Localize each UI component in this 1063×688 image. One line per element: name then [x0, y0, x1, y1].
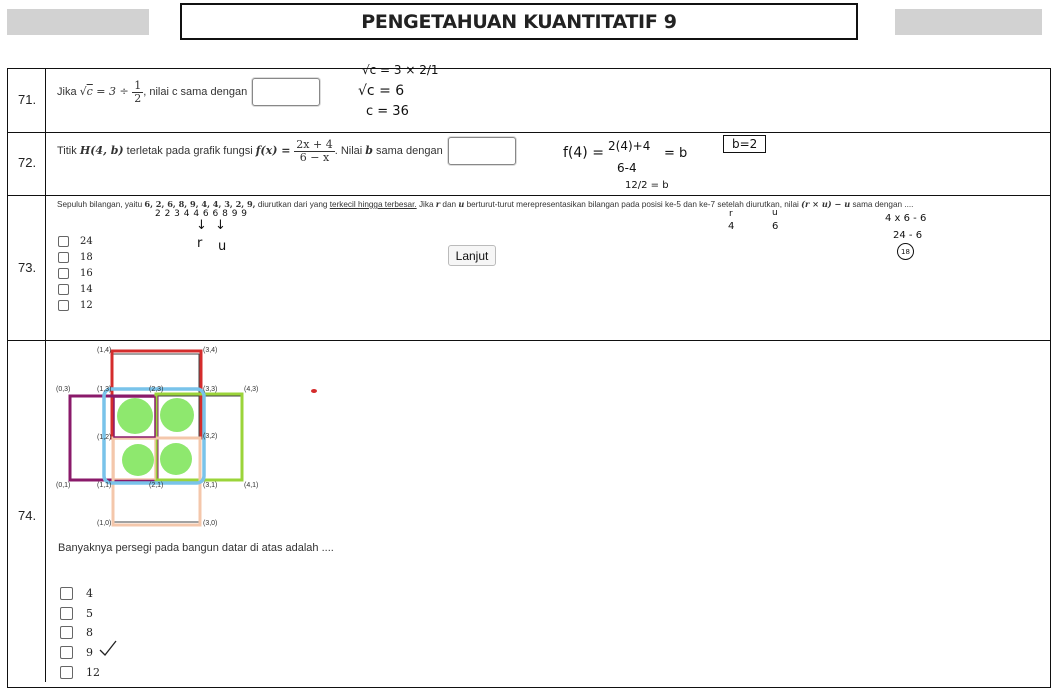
question-73-text: Sepuluh bilangan, yaitu 6, 2, 6, 8, 9, 4, 4, 3, 2, 9, diurutkan dari yang terkecil hingga terbesar. Jika r dan u berturut-turut merepresentasikan bilangan pada posisi ke-5 dan ke-7 setelah diurutkan, nilai (r × u) − u sama dengan ....	[57, 199, 914, 209]
q71-sqrt: √c	[79, 84, 93, 98]
coord-4-3: (4,3)	[244, 386, 259, 393]
checkbox[interactable]	[60, 646, 73, 659]
q71-handwriting-1: √c = 3 × 2/1	[362, 63, 439, 77]
q71-fraction: $\frac{1}{2}$	[134, 78, 142, 105]
q71-suffix: , nilai c sama dengan	[143, 85, 248, 98]
coord-3-2: (3,2)	[203, 433, 218, 440]
q74-option-5[interactable]: 12	[60, 666, 100, 679]
coord-0-3: (0,3)	[56, 386, 71, 393]
question-72-text: Titik H(4, b) terletak pada grafik fungsi f(x) = $\frac{2x + 4}{6 - x}$ . Nilai b sama dengan	[57, 137, 516, 165]
checkbox[interactable]	[60, 666, 73, 679]
q72-handwriting-num: 2(4)+4	[608, 139, 651, 153]
q73-handwriting-calc1: 4 x 6 - 6	[885, 213, 927, 224]
coord-1-0: (1,0)	[97, 520, 112, 527]
q73-handwriting-r: r	[197, 236, 203, 251]
coord-1-3: (1,3)	[97, 386, 112, 393]
q73-handwriting-answer: 18	[897, 243, 914, 260]
coord-4-1: (4,1)	[244, 482, 259, 489]
q73-handwriting-calc2: 24 - 6	[893, 230, 923, 241]
red-mark	[311, 389, 317, 393]
q72-handwriting-fx: f(4) =	[563, 145, 604, 161]
coord-0-1: (0,1)	[56, 482, 71, 489]
q73-option-3[interactable]: 16	[58, 268, 93, 279]
q71-prefix: Jika	[57, 85, 80, 98]
q74-option-1[interactable]: 4	[60, 587, 93, 600]
q74-option-2[interactable]: 5	[60, 607, 93, 620]
q73-handwriting-u-top: u	[772, 208, 778, 218]
q73-option-1[interactable]: 24	[58, 236, 93, 247]
q72-handwriting-line2: 12/2 = b	[625, 180, 669, 191]
q72-handwriting-den: 6-4	[617, 161, 637, 175]
green-dot-1	[117, 398, 153, 434]
coord-3-1: (3,1)	[203, 482, 218, 489]
q73-option-4[interactable]: 14	[58, 284, 93, 295]
q73-handwriting-r-top: r	[729, 209, 733, 219]
checkbox[interactable]	[60, 587, 73, 600]
q72-fx: f(x) =	[255, 143, 295, 157]
coord-1-2: (1,2)	[97, 434, 112, 441]
checkbox[interactable]	[60, 607, 73, 620]
green-dot-3	[122, 444, 154, 476]
checkbox[interactable]	[60, 626, 73, 639]
q72-handwriting-boxed: b=2	[723, 135, 766, 153]
next-button[interactable]: Lanjut	[448, 245, 496, 266]
coord-3-4: (3,4)	[203, 347, 218, 354]
coord-2-1: (2,1)	[149, 482, 164, 489]
question-number-73: 73.	[18, 260, 37, 275]
q73-handwriting-r-val: 4	[728, 221, 735, 232]
coord-3-3: (3,3)	[203, 386, 218, 393]
question-number-72: 72.	[18, 155, 37, 170]
coord-1-1: (1,1)	[97, 482, 112, 489]
checkmark-icon	[100, 641, 116, 655]
q73-handwriting-sorted: 2 2 3 4 4 6 6 8 9 9	[155, 209, 248, 219]
q73-arrow-u: ↓	[215, 218, 226, 233]
q73-option-2[interactable]: 18	[58, 252, 93, 263]
question-74-text: Banyaknya persegi pada bangun datar di atas adalah ....	[58, 542, 334, 554]
q72-point: H(4, b)	[79, 143, 124, 157]
q73-handwriting-u: u	[218, 239, 227, 254]
q74-option-3[interactable]: 8	[60, 626, 93, 639]
green-dot-2	[160, 398, 194, 432]
q73-handwriting-u-val: 6	[772, 221, 779, 232]
q74-option-4[interactable]: 9	[60, 646, 93, 659]
coord-3-0: (3,0)	[203, 520, 218, 527]
q71-handwriting-2: √c = 6	[358, 83, 405, 99]
coord-2-3: (2,3)	[149, 386, 164, 393]
coord-1-4: (1,4)	[97, 347, 112, 354]
question-number-74: 74.	[18, 508, 37, 523]
q73-option-5[interactable]: 12	[58, 300, 93, 311]
question-number-71: 71.	[18, 92, 37, 107]
q72-handwriting-eqb: = b	[664, 146, 688, 161]
q73-arrow-r: ↓	[196, 218, 207, 233]
q71-eq: = 3 ÷	[92, 84, 133, 98]
q71-handwriting-3: c = 36	[366, 104, 409, 119]
green-dot-4	[160, 443, 192, 475]
page-title-text: PENGETAHUAN KUANTITATIF 9	[361, 10, 677, 33]
q72-fraction: $\frac{2x + 4}{6 - x}$	[296, 137, 333, 164]
